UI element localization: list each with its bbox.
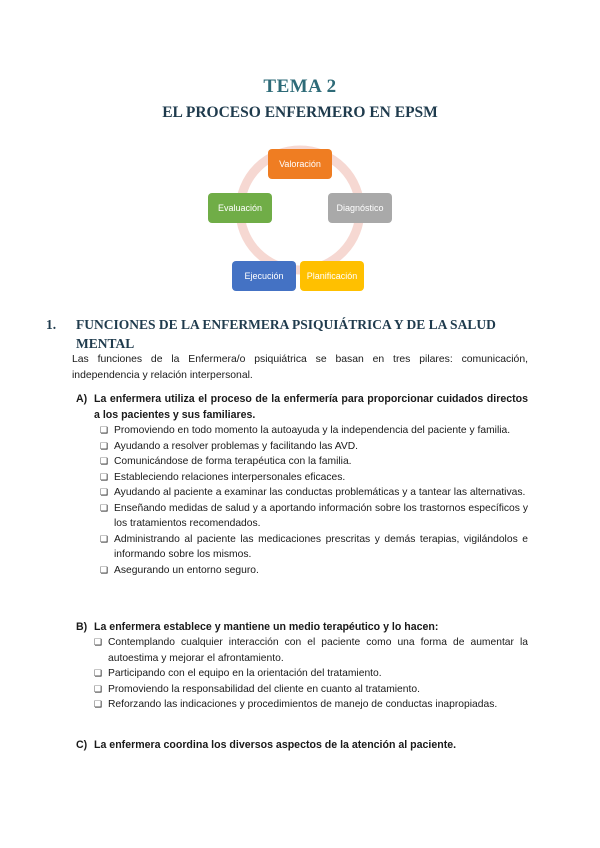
nursing-process-cycle-diagram xyxy=(200,140,400,300)
subsection-a-label: A) xyxy=(76,393,88,405)
list-item-text: Asegurando un entorno seguro. xyxy=(114,564,259,576)
checkbox-bullet-icon: ❏ xyxy=(94,699,103,709)
list-item-text: Promoviendo la responsabilidad del cliente en cuanto al tratamiento. xyxy=(108,683,420,695)
subsection-a xyxy=(76,392,528,423)
checkbox-bullet-icon: ❏ xyxy=(100,425,109,435)
subsection-c xyxy=(76,738,528,754)
subsection-b xyxy=(76,620,528,636)
cycle-step xyxy=(268,149,332,179)
subsection-b-label: B) xyxy=(76,621,88,633)
list-item-text: Ayudando al paciente a examinar las conductas problemáticas y a tantear las alternativas. xyxy=(114,487,526,498)
subsection-b-statement: La enfermera establece y mantiene un medio terapéutico y lo hacen: xyxy=(94,621,439,633)
list-item-text: Reforzando las indicaciones y procedimientos de manejo de conductas inapropiadas. xyxy=(108,699,498,710)
list-item xyxy=(100,470,528,486)
list-item xyxy=(100,563,528,579)
cycle-step xyxy=(328,193,392,223)
list-item-text: Ayudando a resolver problemas y facilitando las AVD. xyxy=(114,440,359,452)
list-item xyxy=(100,501,528,532)
checkbox-bullet-icon: ❏ xyxy=(100,533,109,544)
checkbox-bullet-icon: ❏ xyxy=(100,487,109,497)
list-item xyxy=(94,635,528,666)
checkbox-bullet-icon: ❏ xyxy=(100,564,109,575)
cycle-step xyxy=(208,193,272,223)
checkbox-bullet-icon: ❏ xyxy=(100,440,109,451)
checkbox-bullet-icon: ❏ xyxy=(100,502,109,513)
list-item-text: Participando con el equipo en la orientación del tratamiento. xyxy=(108,668,382,679)
list-item xyxy=(94,682,528,698)
list-a xyxy=(100,423,528,578)
checkbox-bullet-icon: ❏ xyxy=(94,683,103,694)
list-item xyxy=(100,532,528,563)
cycle-step-label: Planificación xyxy=(306,271,358,281)
list-item-text: Contemplando cualquier interacción con el paciente como una forma de aumentar la autoestima y mejorar el afrontamiento. xyxy=(108,637,528,664)
checkbox-bullet-icon: ❏ xyxy=(94,637,103,647)
page-subtitle: EL PROCESO ENFERMERO EN EPSM xyxy=(162,104,438,121)
list-item-text: Estableciendo relaciones interpersonales eficaces. xyxy=(114,471,346,483)
section-title: FUNCIONES DE LA ENFERMERA PSIQUIÁTRICA Y DE LA SALUD MENTAL xyxy=(76,317,496,351)
list-item xyxy=(100,454,528,470)
intro-paragraph: Las funciones de la Enfermera/o psiquiátrica se basan en tres pilares: comunicación, independencia y relación interpersonal. xyxy=(72,354,528,381)
subsection-a-statement: La enfermera utiliza el proceso de la enfermería para proporcionar cuidados directos a los pacientes y sus familiares. xyxy=(94,393,528,421)
section-number: 1. xyxy=(46,317,57,332)
cycle-step-label: Valoración xyxy=(279,159,321,169)
list-b xyxy=(94,635,528,713)
list-item xyxy=(100,423,528,439)
cycle-step-label: Evaluación xyxy=(217,203,263,213)
list-item xyxy=(94,666,528,682)
cycle-step-label: Diagnóstico xyxy=(336,203,384,213)
list-item xyxy=(100,485,528,501)
list-item-text: Administrando al paciente las medicaciones prescritas y demás terapias, vigilándolos e informando sobre los mismos. xyxy=(114,533,528,560)
list-item-text: Enseñando medidas de salud y a aportando información sobre los trastornos específicos y los tratamientos recomendados. xyxy=(114,502,528,529)
subsection-c-statement: La enfermera coordina los diversos aspectos de la atención al paciente. xyxy=(94,739,457,751)
checkbox-bullet-icon: ❏ xyxy=(100,456,109,466)
cycle-step xyxy=(232,261,296,291)
cycle-step xyxy=(300,261,364,291)
checkbox-bullet-icon: ❏ xyxy=(94,668,103,678)
subsection-c-label: C) xyxy=(76,739,88,751)
list-item xyxy=(100,439,528,455)
list-item-text: Comunicándose de forma terapéutica con la familia. xyxy=(114,456,352,467)
list-item xyxy=(94,697,528,713)
page-title: TEMA 2 xyxy=(263,76,337,97)
cycle-step-label: Ejecución xyxy=(244,271,284,281)
checkbox-bullet-icon: ❏ xyxy=(100,471,109,482)
list-item-text: Promoviendo en todo momento la autoayuda y la independencia del paciente y familia. xyxy=(114,425,511,436)
